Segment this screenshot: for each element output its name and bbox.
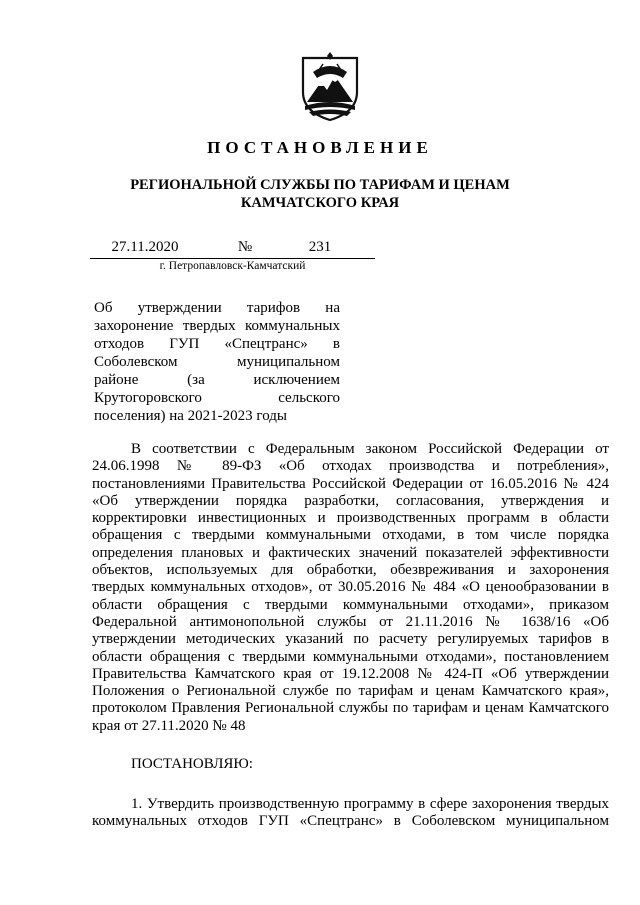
document-date: 27.11.2020 bbox=[111, 239, 179, 255]
preamble-line: края от 27.11.2020 № 48 bbox=[92, 717, 246, 734]
authority-line-1: РЕГИОНАЛЬНОЙ СЛУЖБЫ ПО ТАРИФАМ И ЦЕНАМ bbox=[130, 177, 510, 193]
item-1-line: коммунальных отходов ГУП «Спецтранс» в Соболевском муниципальном bbox=[92, 813, 609, 830]
preamble-line: области обращения с твердыми коммунальными отходами», постановлением bbox=[92, 648, 609, 665]
subject-line: районе (за исключением bbox=[94, 372, 340, 388]
preamble-line: 24.06.1998 № 89-ФЗ «Об отходах производства и потребления», bbox=[92, 458, 609, 475]
subject-line: Об утверждении тарифов на bbox=[94, 300, 340, 316]
preamble-line: В соответствии с Федеральным законом Российской Федерации от bbox=[131, 441, 609, 457]
subject-line: поселения) на 2021-2023 годы bbox=[94, 408, 287, 424]
preamble-line: постановлениями Правительства Российской Федерации от 16.05.2016 № 424 bbox=[92, 475, 609, 492]
subject-line: Соболевском муниципальном bbox=[94, 354, 340, 370]
preamble-line: Федеральной антимонопольной службы от 21.11.2016 № 1638/16 «Об bbox=[92, 613, 609, 630]
decree-word: ПОСТАНОВЛЯЮ: bbox=[131, 756, 253, 772]
preamble-line: Положения о Региональной службе по тарифам и ценам Камчатского края», bbox=[92, 683, 609, 700]
preamble-line: протоколом Правления Региональной службы по тарифам и ценам Камчатского bbox=[92, 700, 609, 717]
number-sign: № bbox=[237, 239, 253, 255]
meta-underline bbox=[90, 258, 375, 259]
preamble-line: обращения с твердыми коммунальными отходами, в том числе порядка bbox=[92, 527, 609, 544]
issuing-authority bbox=[90, 176, 550, 212]
subject-line: отходов ГУП «Спецтранс» в bbox=[94, 336, 340, 352]
document-number: 231 bbox=[308, 239, 332, 255]
document-subject bbox=[94, 299, 340, 425]
preamble-line: твердых коммунальных отходов», от 30.05.2016 № 484 «О ценообразовании в bbox=[92, 579, 609, 596]
document-type-title: ПОСТАНОВЛЕНИЕ bbox=[207, 138, 433, 157]
preamble-line: «Об утверждении порядка разработки, согласования, утверждения и bbox=[92, 492, 609, 509]
item-1-paragraph bbox=[92, 796, 609, 831]
item-1-line: 1. Утвердить производственную программу в сфере захоронения твердых bbox=[131, 796, 609, 812]
authority-line-2: КАМЧАТСКОГО КРАЯ bbox=[240, 195, 400, 211]
subject-line: захоронение твердых коммунальных bbox=[94, 318, 340, 334]
preamble-line: области обращения с твердыми коммунальными отходами», приказом bbox=[92, 596, 609, 613]
preamble-paragraph bbox=[92, 441, 609, 735]
preamble-line: корректировки инвестиционных и производственных программ в области bbox=[92, 510, 609, 527]
kamchatka-coat-of-arms-icon bbox=[299, 52, 361, 122]
subject-line: Крутогоровского сельского bbox=[94, 390, 340, 406]
preamble-line: объектов, используемых для обработки, обезвреживания и захоронения bbox=[92, 562, 609, 579]
preamble-line: Правительства Камчатского края от 19.12.2008 № 424-П «Об утверждении bbox=[92, 665, 609, 682]
preamble-line: определения плановых и фактических значений показателей эффективности bbox=[92, 544, 609, 561]
preamble-line: утверждении методических указаний по расчету регулируемых тарифов в bbox=[92, 631, 609, 648]
issue-city: г. Петропавловск-Камчатский bbox=[159, 260, 306, 272]
